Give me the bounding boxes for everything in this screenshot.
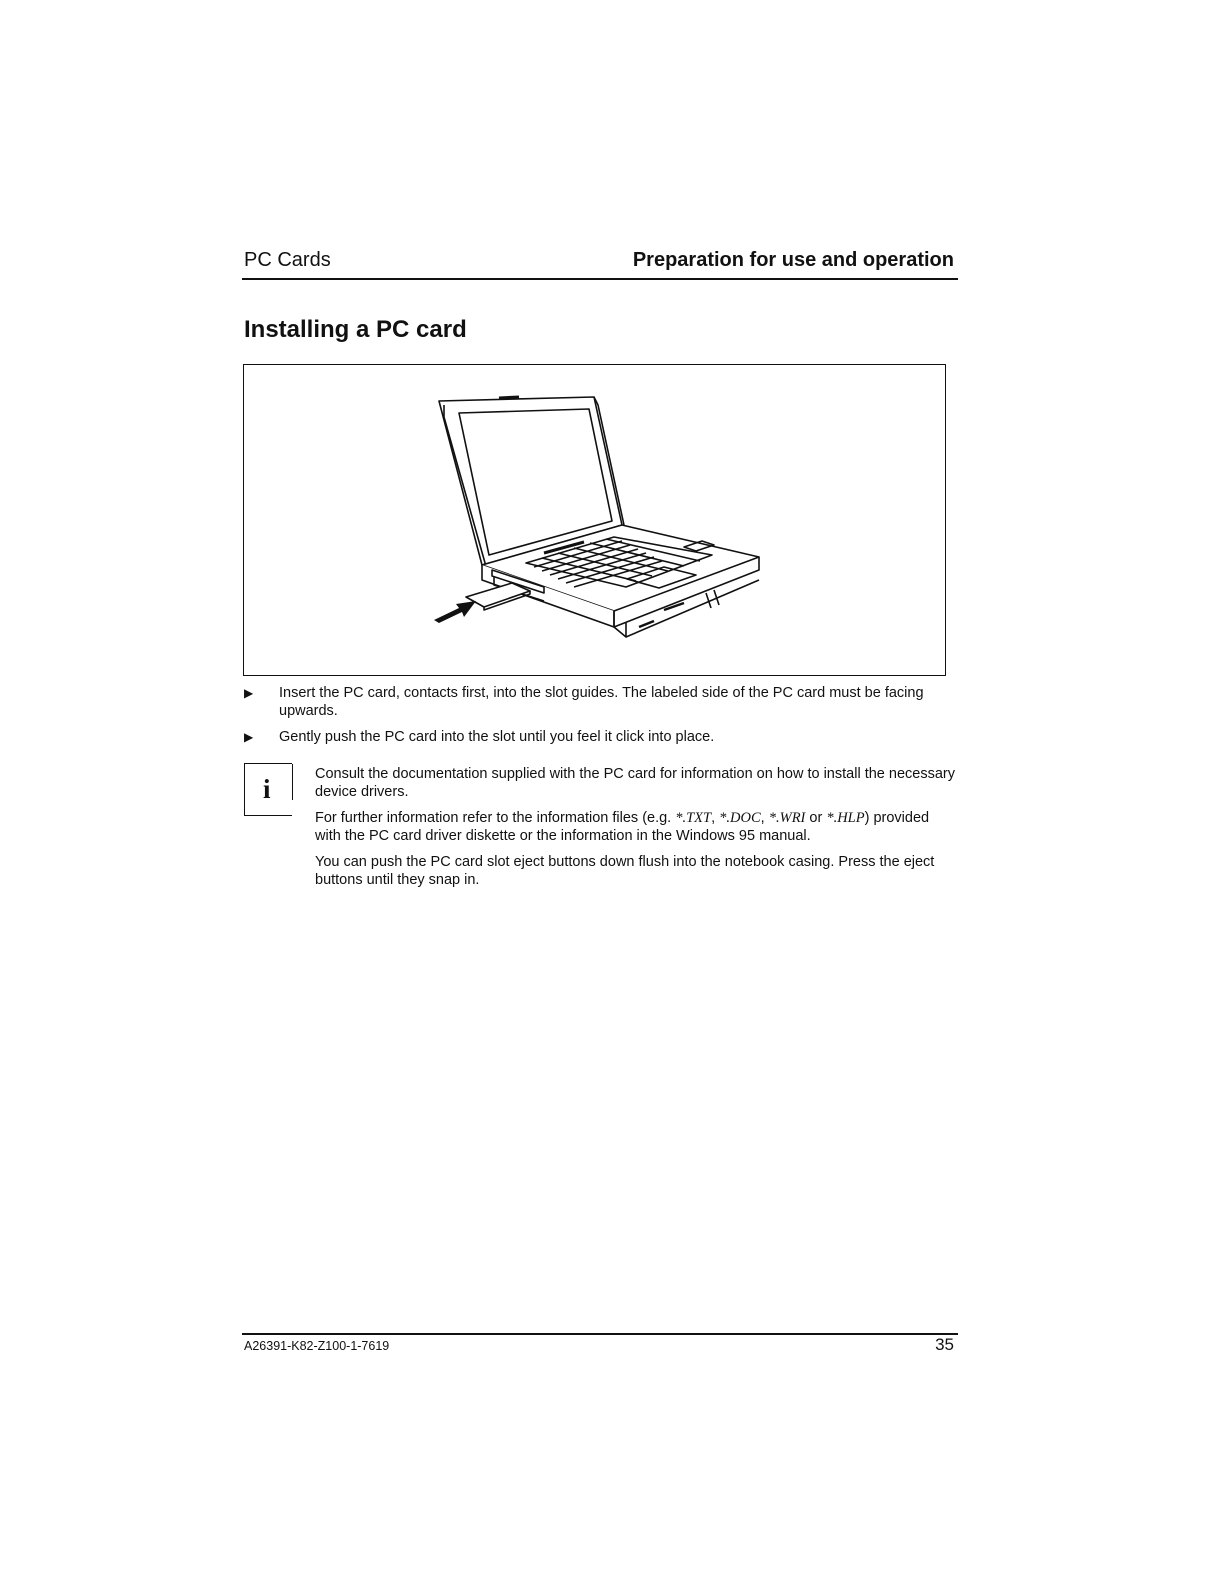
bullet-arrow-icon: ▶ (244, 686, 254, 700)
info-text: or (805, 810, 827, 826)
header-section: PC Cards (244, 249, 331, 271)
figure-frame (243, 364, 946, 676)
info-paragraph: You can push the PC card slot eject buttons down flush into the notebook casing. Press the eject buttons until they snap in. (315, 854, 935, 888)
step-text: Gently push the PC card into the slot until you feel it click into place. (279, 729, 715, 745)
header-rule (242, 278, 958, 280)
info-icon (244, 763, 292, 816)
file-extension: *.WRI (768, 810, 806, 826)
file-extension: *.TXT (675, 810, 712, 826)
notebook-illustration (244, 365, 947, 677)
info-glyph: i (263, 774, 271, 804)
info-text: For further information refer to the information files (e.g. (315, 810, 676, 826)
info-text: , (760, 810, 769, 826)
insert-arrow-icon (434, 601, 476, 623)
file-extension: *.DOC (719, 810, 761, 826)
footer-rule (242, 1333, 958, 1335)
page-number: 35 (935, 1335, 954, 1354)
document-id: A26391-K82-Z100-1-7619 (244, 1339, 390, 1353)
info-paragraph (315, 809, 955, 845)
step-text: Insert the PC card, contacts first, into the slot guides. The labeled side of the PC card must be facing upwards. (279, 685, 924, 719)
info-text: ) provided with the PC card driver diskette or the information in the Windows 95 manual. (315, 810, 930, 844)
info-text: , (711, 810, 720, 826)
info-paragraph: Consult the documentation supplied with the PC card for information on how to install the necessary device drivers. (315, 766, 955, 800)
header-chapter: Preparation for use and operation (632, 249, 954, 271)
page-title: Installing a PC card (244, 316, 467, 343)
file-extension: *.HLP (826, 810, 865, 826)
bullet-arrow-icon: ▶ (244, 730, 254, 744)
